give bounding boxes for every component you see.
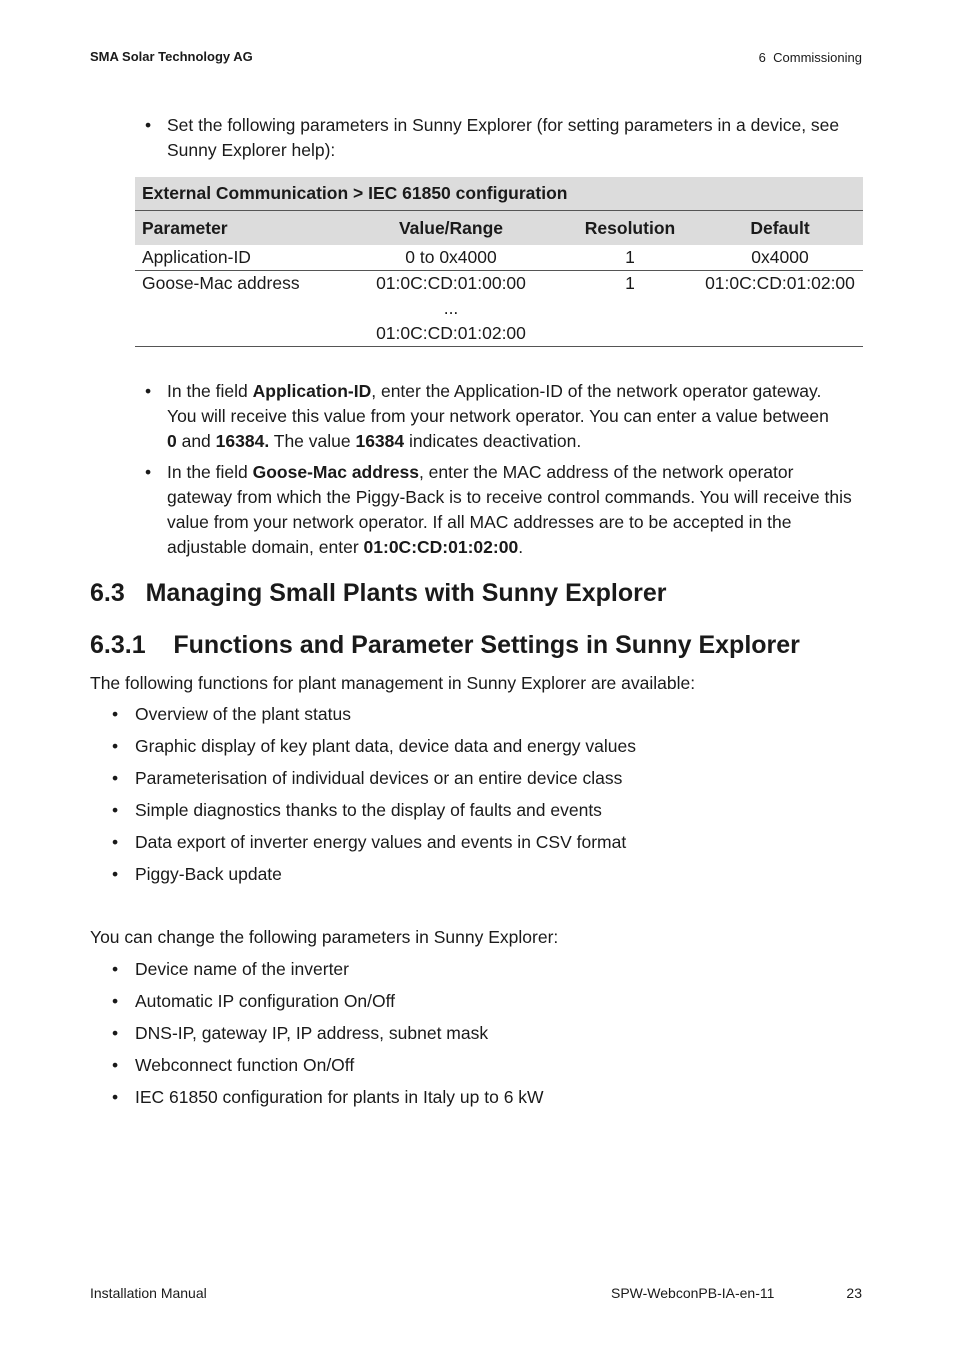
list-item-text: Webconnect function On/Off [135,1055,355,1075]
functions-intro: The following functions for plant management in Sunny Explorer are available: [90,673,696,693]
bullet-dot: • [145,381,152,401]
cell-resolution: 1 [563,245,697,271]
cell-parameter: Application-ID [135,245,339,271]
bullet-dot: • [112,800,119,820]
value-line: 01:0C:CD:01:02:00 [376,323,526,343]
list-item-text: Piggy-Back update [135,864,282,884]
bullet-dot: • [145,115,152,135]
cell-value [339,271,563,347]
table-title: External Communication > IEC 61850 configuration [135,177,863,211]
table-row [135,271,863,347]
footer-manual: Installation Manual [90,1285,207,1301]
section-heading-6-3-1: 6.3.1 Functions and Parameter Settings in Sunny Explorer [90,631,800,659]
cell-parameter: Goose-Mac address [135,271,339,347]
appid-line-3 [167,429,581,454]
value-line: 01:0C:CD:01:00:00 [376,273,526,293]
cell-default: 01:0C:CD:01:02:00 [697,271,863,347]
header-value-range: Value/Range [339,211,563,246]
header-default: Default [697,211,863,246]
appid-line-1 [167,379,821,404]
list-item-text: IEC 61850 configuration for plants in Italy up to 6 kW [135,1087,544,1107]
bullet-dot: • [112,1055,119,1075]
bullet-dot: • [112,736,119,756]
text-run: , enter the Application-ID of the network operator gateway. [371,381,822,401]
goose-line-4 [167,535,523,560]
text-run: The value [269,431,356,451]
cell-resolution: 1 [563,271,697,347]
bullet-dot: • [112,959,119,979]
goose-line-1 [167,460,793,485]
list-item-text: Simple diagnostics thanks to the display of faults and events [135,800,602,820]
text-run: indicates deactivation. [404,431,582,451]
page-number: 23 [846,1285,862,1301]
field-name: Goose-Mac address [252,462,419,482]
list-item-text: Graphic display of key plant data, device data and energy values [135,736,637,756]
value-16384: 16384. [215,431,270,451]
value-16384: 16384 [355,431,405,451]
bullet-dot: • [112,832,119,852]
params-intro: You can change the following parameters in Sunny Explorer: [90,927,559,947]
iec61850-config-table [135,177,863,347]
header-resolution: Resolution [563,211,697,246]
table-header-row [135,211,863,246]
text-run: , enter the MAC address of the network operator [418,462,794,482]
intro-bullet-line-1: Set the following parameters in Sunny Explorer (for setting parameters in a device, see [167,115,840,135]
text-run: . [518,537,524,557]
field-name: Application-ID [252,381,372,401]
text-run: adjustable domain, enter [167,537,364,557]
header-parameter: Parameter [135,211,339,246]
list-item-text: Device name of the inverter [135,959,349,979]
text-run: In the field [167,462,253,482]
bullet-dot: • [112,991,119,1011]
bullet-dot: • [145,462,152,482]
cell-value: 0 to 0x4000 [339,245,563,271]
appid-line-2: You will receive this value from your network operator. You can enter a value between [167,406,829,426]
table-row [135,245,863,271]
section-heading-6-3: 6.3 Managing Small Plants with Sunny Explorer [90,579,667,607]
header-chapter: 6 Commissioning [758,50,862,65]
goose-line-2: gateway from which the Piggy-Back is to receive control commands. You will receive this [167,487,852,507]
bullet-dot: • [112,864,119,884]
list-item-text: Data export of inverter energy values and events in CSV format [135,832,627,852]
list-item-text: DNS-IP, gateway IP, IP address, subnet mask [135,1023,489,1043]
value-line: ... [443,298,459,318]
bullet-dot: • [112,704,119,724]
bullet-dot: • [112,768,119,788]
list-item-text: Automatic IP configuration On/Off [135,991,396,1011]
text-run: and [176,431,216,451]
goose-line-3: value from your network operator. If all MAC addresses are to be accepted in the [167,512,792,532]
list-item-text: Overview of the plant status [135,704,351,724]
footer-doc-id: SPW-WebconPB-IA-en-11 [611,1285,775,1301]
bullet-dot: • [112,1023,119,1043]
text-run: In the field [167,381,253,401]
header-company: SMA Solar Technology AG [90,49,253,64]
intro-bullet-line-2: Sunny Explorer help): [167,140,336,160]
bullet-dot: • [112,1087,119,1107]
cell-default: 0x4000 [697,245,863,271]
value-zero: 0 [167,431,177,451]
mac-value: 01:0C:CD:01:02:00 [363,537,519,557]
list-item-text: Parameterisation of individual devices or an entire device class [135,768,623,788]
